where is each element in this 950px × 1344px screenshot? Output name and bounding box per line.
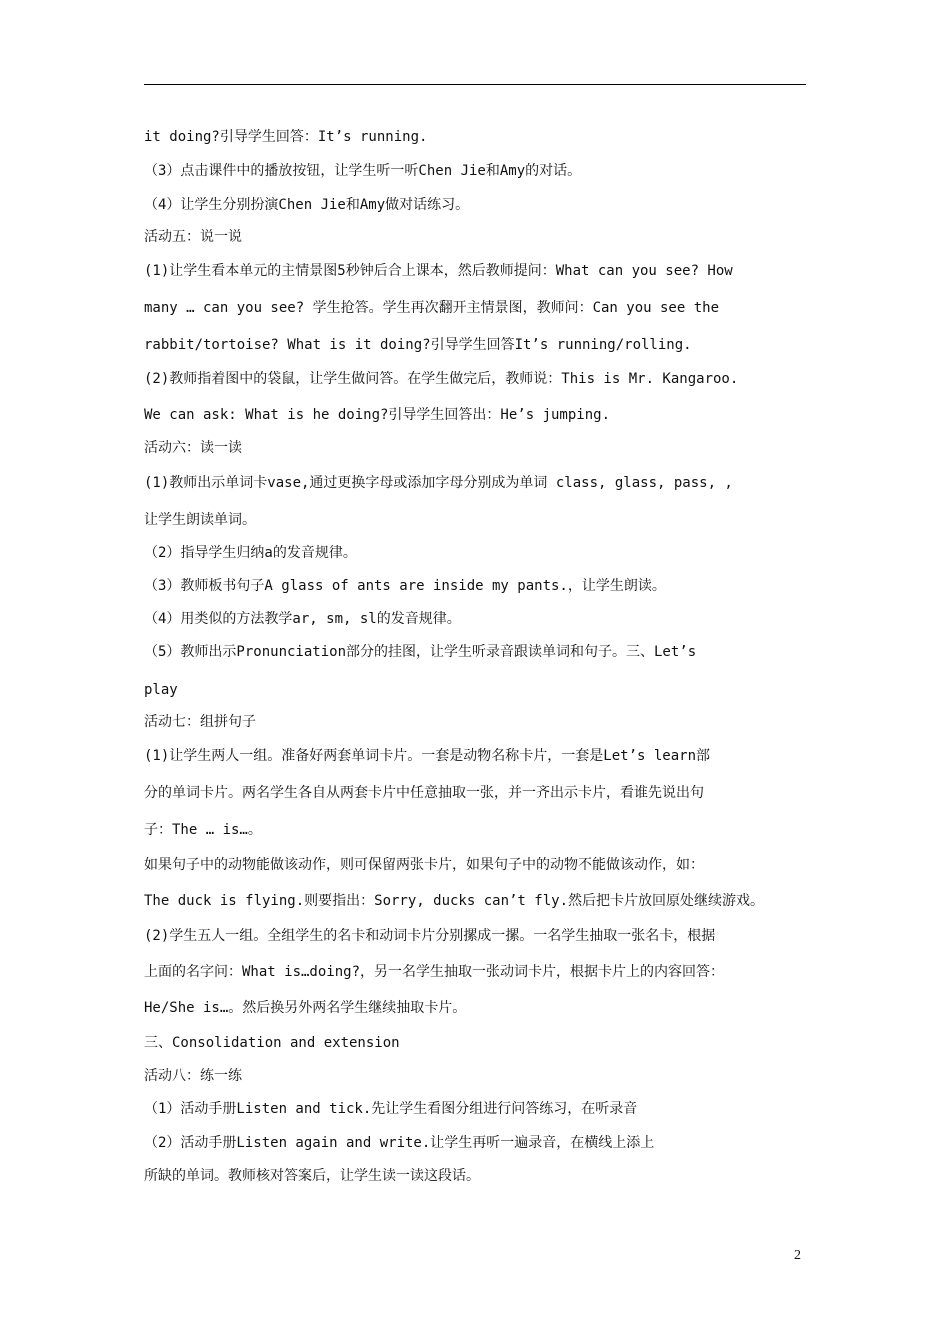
text-line-5: (1)让学生看本单元的主情景图5秒钟后合上课本，然后教师提问：What can you see? How (144, 263, 733, 279)
section-heading-consolidation: 三、Consolidation and extension (144, 1035, 400, 1051)
text-line-24: (2)学生五人一组。全组学生的名卡和动词卡片分别摞成一摞。一名学生抽取一张名卡，根据 (144, 928, 716, 944)
text-line-9: We can ask: What is he doing?引导学生回答出：He’s jumping. (144, 407, 611, 423)
text-line-22: 如果句子中的动物能做该动作，则可保留两张卡片，如果句子中的动物不能做该动作，如： (144, 857, 704, 873)
text-line-19: (1)让学生两人一组。准备好两套单词卡片。一套是动物名称卡片，一套是Let’s learn部 (144, 748, 710, 764)
text-line-2: （3）点击课件中的播放按钮，让学生听一听Chen Jie和Amy的对话。 (144, 163, 582, 179)
text-line-14: （3）教师板书句子A glass of ants are inside my pants.，让学生朗读。 (144, 578, 666, 594)
text-line-23: The duck is flying.则要指出：Sorry, ducks can’t fly.然后把卡片放回原处继续游戏。 (144, 893, 765, 909)
text-line-17: play (144, 682, 178, 698)
text-line-3: （4）让学生分别扮演Chen Jie和Amy做对话练习。 (144, 197, 470, 213)
text-line-30: （2）活动手册Listen again and write.让学生再听一遍录音，在横线上添上 (144, 1135, 655, 1151)
section-heading-activity-6: 活动六：读一读 (144, 440, 242, 456)
text-line-25: 上面的名字问：What is…doing?，另一名学生抽取一张动词卡片，根据卡片上的内容回答： (144, 964, 724, 980)
text-line-29: （1）活动手册Listen and tick.先让学生看图分组进行问答练习，在听录音 (144, 1101, 638, 1117)
text-line-12: 让学生朗读单词。 (144, 512, 256, 528)
text-line-8: (2)教师指着图中的袋鼠，让学生做问答。在学生做完后，教师说：This is Mr. Kangaroo. (144, 371, 739, 387)
section-heading-activity-8: 活动八：练一练 (144, 1068, 242, 1084)
section-heading-activity-5: 活动五：说一说 (144, 229, 242, 245)
text-line-26: He/She is…。然后换另外两名学生继续抽取卡片。 (144, 1000, 467, 1016)
text-line-7: rabbit/tortoise? What is it doing?引导学生回答It’s running/rolling. (144, 337, 692, 353)
page-number: 2 (794, 1248, 801, 1263)
text-line-13: （2）指导学生归纳a的发音规律。 (144, 545, 357, 561)
text-line-21: 子：The … is…。 (144, 822, 262, 838)
text-line-20: 分的单词卡片。两名学生各自从两套卡片中任意抽取一张，并一齐出示卡片，看谁先说出句 (144, 785, 704, 801)
text-line-15: （4）用类似的方法教学ar, sm, sl的发音规律。 (144, 611, 461, 627)
text-line-11: (1)教师出示单词卡vase,通过更换字母或添加字母分别成为单词 class, glass, pass, , (144, 475, 733, 491)
section-heading-activity-7: 活动七：组拼句子 (144, 714, 256, 730)
text-line-1: it doing?引导学生回答：It’s running. (144, 129, 428, 145)
text-line-16: （5）教师出示Pronunciation部分的挂图，让学生听录音跟读单词和句子。三、Let’s (144, 644, 697, 660)
text-line-6: many … can you see? 学生抢答。学生再次翻开主情景图，教师问：Can you see the (144, 300, 720, 316)
header-rule (144, 84, 806, 85)
text-line-31: 所缺的单词。教师核对答案后，让学生读一读这段话。 (144, 1168, 480, 1184)
